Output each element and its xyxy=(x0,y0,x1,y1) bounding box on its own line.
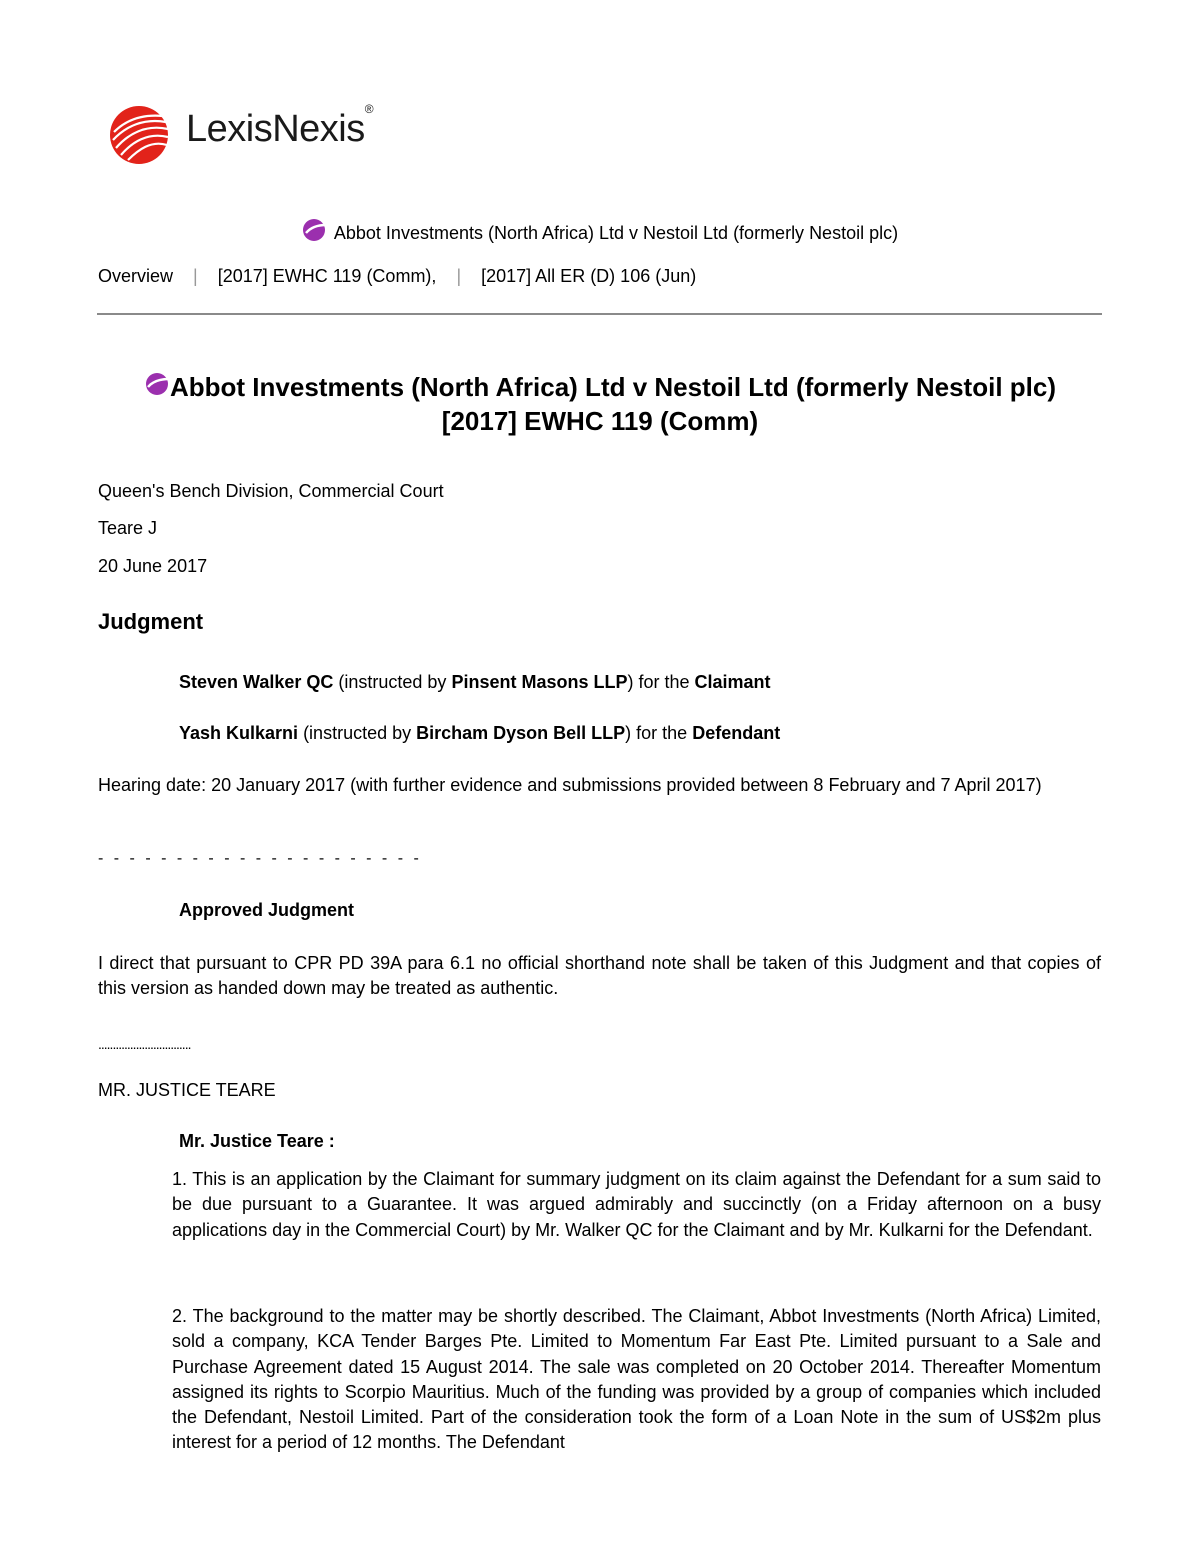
section-heading: Judgment xyxy=(98,609,204,634)
citation-status-icon xyxy=(144,372,170,396)
document-title: Abbot Investments (North Africa) Ltd v Nestoil Ltd (formerly Nestoil plc) xyxy=(0,218,1200,244)
hearing-date: Hearing date: 20 January 2017 (with further evidence and submissions provided between 8 February and 7 April 2017) xyxy=(98,775,1042,795)
brand-name: LexisNexis® xyxy=(186,102,374,150)
direction-paragraph: I direct that pursuant to CPR PD 39A para 6.1 no official shorthand note shall be taken of this Judgment and that copies of this version as handed down may be treated as authentic. xyxy=(98,953,1101,998)
citation-status-icon xyxy=(302,218,328,242)
court: Queen's Bench Division, Commercial Court xyxy=(98,481,444,501)
counsel-claimant: Steven Walker QC (instructed by Pinsent Masons LLP) for the Claimant xyxy=(179,672,771,692)
paragraph-2: 2. The background to the matter may be shortly described. The Claimant, Abbot Investments (North Africa) Limited, sold a company, KCA Tender Barges Pte. Limited to Momentum Far East Pte. Limited pursuant to a Sale and Purchase Agreement dated 15 August 2014. The sale was completed on 20 October 2014. Thereafter Momentum assigned its rights to Scorpio Mauritius. Much of the funding was provided by a group of companies which included the Defendant, Nestoil Limited. Part of the consideration took the form of a Loan Note in the sum of US$2m plus interest for a period of 12 months. The Defendant xyxy=(172,1306,1101,1453)
paragraph-1: 1. This is an application by the Claimant for summary judgment on its claim against the Defendant for a sum said to be due pursuant to a Guarantee. It was argued admirably and succinctly (on a Friday afternoon on a busy applications day in the Commercial Court) by Mr. Walker QC for the Claimant and by Mr. Kulkarni for the Defendant. xyxy=(172,1169,1101,1240)
counsel-defendant: Yash Kulkarni (instructed by Bircham Dyson Bell LLP) for the Defendant xyxy=(179,723,781,743)
nav-separator: | xyxy=(193,266,198,286)
judgment-date: 20 June 2017 xyxy=(98,556,208,576)
case-citation: [2017] EWHC 119 (Comm) xyxy=(441,406,759,436)
lexisnexis-logo-icon xyxy=(108,102,172,166)
judge: Teare J xyxy=(98,518,158,538)
nav-ewhc-citation[interactable]: [2017] EWHC 119 (Comm), xyxy=(217,266,437,286)
approved-judgment-heading: Approved Judgment xyxy=(179,900,355,920)
divider xyxy=(97,313,1102,315)
nav-overview[interactable]: Overview xyxy=(98,266,174,286)
separator-dashes: - - - - - - - - - - - - - - - - - - - - - xyxy=(98,850,422,867)
separator-dots: ................................ xyxy=(98,1036,191,1052)
nav-aller-citation[interactable]: [2017] All ER (D) 106 (Jun) xyxy=(481,266,697,286)
nav-separator: | xyxy=(456,266,462,286)
justice-caps: MR. JUSTICE TEARE xyxy=(98,1080,276,1100)
justice-heading: Mr. Justice Teare : xyxy=(179,1131,335,1151)
case-title: Abbot Investments (North Africa) Ltd v Nestoil Ltd (formerly Nestoil plc) [2017] EWHC 119 (Comm) xyxy=(98,370,1102,438)
document-nav xyxy=(98,266,696,287)
